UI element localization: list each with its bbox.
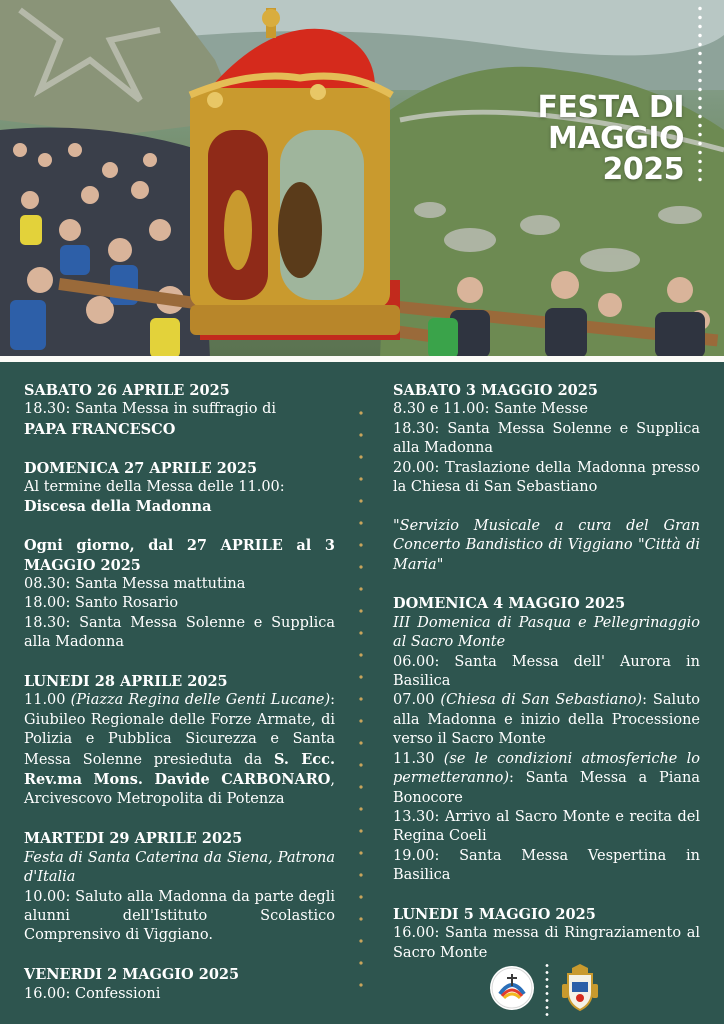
program-day-sabato-3-maggio xyxy=(393,381,700,497)
program-day-lunedi-28-aprile xyxy=(24,672,335,810)
poster-title-line-3: 2025 xyxy=(602,152,684,187)
poster-title-line-1: FESTA DI xyxy=(537,90,684,125)
hero-dotted-line xyxy=(698,4,702,184)
day-line: 18.00: Santo Rosario xyxy=(24,595,179,612)
day-paragraph xyxy=(24,691,335,809)
program-day-martedi-29-aprile xyxy=(24,829,335,945)
event-time: 11.30 xyxy=(393,750,435,767)
day-subtitle: Festa di Santa Caterina da Siena, Patrona d'Italia xyxy=(24,849,335,886)
program-left-column xyxy=(24,381,335,1023)
diocese-logo xyxy=(490,966,534,1010)
day-line-strong: Discesa della Madonna xyxy=(24,498,212,516)
event-celebrant: S. Ecc. Rev.ma Mons. Davide CARBONARO xyxy=(24,750,335,789)
day-line: 06.00: Santa Messa dell' Aurora in Basilica xyxy=(393,653,700,690)
day-title: DOMENICA 27 APRILE 2025 xyxy=(24,459,258,477)
day-title: LUNEDI 5 MAGGIO 2025 xyxy=(393,905,596,923)
program-day-lunedi-5-maggio xyxy=(393,905,700,963)
day-subtitle: III Domenica di Pasqua e Pellegrinaggio al Sacro Monte xyxy=(393,614,700,651)
event-time: 07.00 xyxy=(393,692,435,709)
day-line: 16.00: Confessioni xyxy=(24,985,161,1002)
day-title: VENERDI 2 MAGGIO 2025 xyxy=(24,966,240,984)
day-line: 8.30 e 11.00: Sante Messe xyxy=(393,401,588,418)
day-line: Al termine della Messa delle 11.00: xyxy=(24,479,285,496)
poster-title-line-2: MAGGIO xyxy=(548,121,684,156)
day-title: MARTEDI 29 APRILE 2025 xyxy=(24,830,243,848)
day-line: 13.30: Arrivo al Sacro Monte e recita del Regina Coeli xyxy=(393,808,700,845)
day-title: SABATO 3 MAGGIO 2025 xyxy=(393,382,598,399)
day-line-strong: PAPA FRANCESCO xyxy=(24,420,176,438)
event-text: : Santa Messa a Piana Bonocore xyxy=(393,770,700,806)
musical-service-note: "Servizio Musicale a cura del Gran Concerto Bandistico di Viggiano "Città di Maria" xyxy=(393,517,700,573)
day-line: 18.30: Santa Messa Solenne e Supplica alla Madonna xyxy=(393,420,700,457)
logo-dotted-separator xyxy=(545,962,549,1018)
poster-title xyxy=(538,92,684,185)
program-right-column xyxy=(393,381,700,983)
day-title: SABATO 26 APRILE 2025 xyxy=(24,382,230,399)
day-line: 16.00: Santa messa di Ringraziamento al Sacro Monte xyxy=(393,925,700,961)
program-day-domenica-4-maggio xyxy=(393,594,700,885)
event-condition: (se le condizioni atmosferiche lo permetteranno) xyxy=(393,750,700,787)
event-text: : Giubileo Regionale delle Forze Armate, di Polizia e Pubblica Sicurezza e Santa Messa Solenne presieduta da xyxy=(24,692,336,768)
hero-photo xyxy=(0,0,724,358)
day-line: 10.00: Saluto alla Madonna da parte degli alunni dell'Istituto Scolastico Comprensivo di Viggiano. xyxy=(24,888,335,944)
day-title: LUNEDI 28 APRILE 2025 xyxy=(24,673,228,691)
day-paragraph xyxy=(393,750,700,808)
day-line: 18.30: Santa Messa Solenne e Supplica alla Madonna xyxy=(24,614,335,651)
event-text: , Arcivescovo Metropolita di Potenza xyxy=(24,772,335,808)
event-text: : Saluto alla Madonna e inizio della Processione verso il Sacro Monte xyxy=(393,692,700,748)
program-daily-schedule xyxy=(24,536,335,652)
day-title: Ogni giorno, dal 27 APRILE al 3 MAGGIO 2025 xyxy=(24,537,335,574)
day-line: 18.30: Santa Messa in suffragio di xyxy=(24,401,276,418)
day-line: 19.00: Santa Messa Vespertina in Basilica xyxy=(393,847,700,884)
day-line: 08.30: Santa Messa mattutina xyxy=(24,576,246,593)
day-title: DOMENICA 4 MAGGIO 2025 xyxy=(393,595,626,613)
event-place: (Chiesa di San Sebastiano) xyxy=(440,692,643,709)
program-day-sabato-26-aprile xyxy=(24,381,335,439)
program-day-venerdi-2-maggio xyxy=(24,965,335,1004)
day-paragraph xyxy=(393,691,700,749)
event-time: 11.00 xyxy=(24,692,66,709)
column-dotted-divider xyxy=(358,402,364,992)
hero-divider xyxy=(0,356,724,362)
event-place: (Piazza Regina delle Genti Lucane) xyxy=(70,692,331,709)
program-day-domenica-27-aprile xyxy=(24,459,335,517)
sanctuary-crest-logo xyxy=(560,964,600,1012)
day-line: 20.00: Traslazione della Madonna presso la Chiesa di San Sebastiano xyxy=(393,459,700,496)
